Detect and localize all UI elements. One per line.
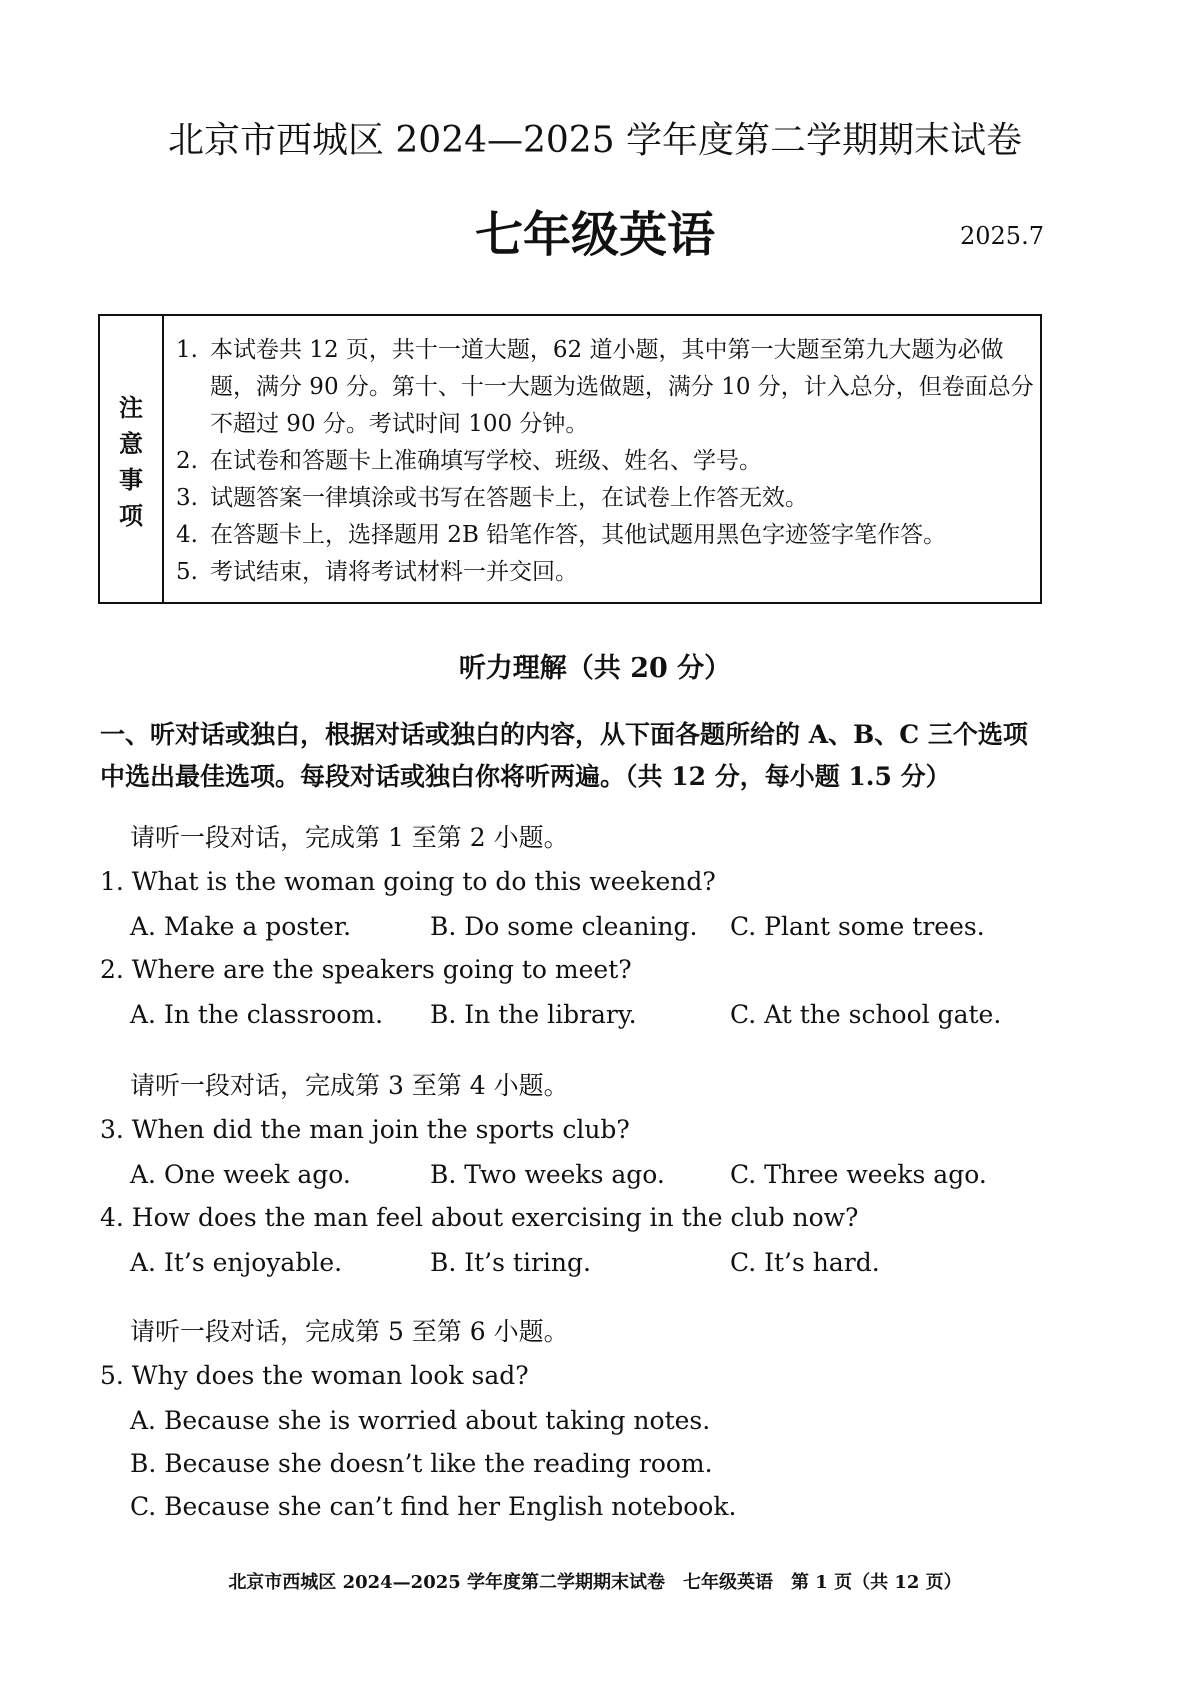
exam-title: 北京市西城区 2024—2025 学年度第二学期期末试卷 — [167, 120, 1023, 161]
notice-item-number: 3. — [176, 485, 198, 511]
notice-list — [176, 332, 1036, 591]
subject-title: 七年级英语 — [474, 207, 715, 263]
notice-item — [176, 517, 1036, 554]
exam-date: 2025.7 — [960, 222, 1044, 250]
question-2: 2. Where are the speakers going to meet? — [100, 955, 632, 984]
dialog-intro: 请听一段对话，完成第 5 至第 6 小题。 — [130, 1317, 569, 1346]
option-b: B. Because she doesn’t like the reading room. — [130, 1449, 713, 1478]
notice-item — [176, 332, 1036, 443]
notice-item-text: 在答题卡上，选择题用 2B 铅笔作答，其他试题用黑色字迹签字笔作答。 — [210, 522, 947, 548]
option-a: A. One week ago. — [130, 1160, 351, 1189]
notice-label-column — [100, 316, 164, 602]
option-c: C. At the school gate. — [730, 1000, 1002, 1029]
notice-item-text: 试题答案一律填涂或书写在答题卡上，在试卷上作答无效。 — [210, 485, 808, 511]
question-1: 1. What is the woman going to do this weekend? — [100, 867, 716, 896]
notice-item — [176, 554, 1036, 591]
options-row — [100, 912, 1090, 941]
notice-label: 注 意 事 项 — [119, 393, 143, 530]
notice-item-number: 1. — [176, 337, 198, 363]
options-row — [100, 1160, 1090, 1189]
option-c: C. Because she can’t find her English notebook. — [130, 1492, 737, 1521]
options-row — [100, 1248, 1090, 1277]
option-b: B. Two weeks ago. — [430, 1160, 665, 1189]
option-b: B. Do some cleaning. — [430, 912, 698, 941]
notice-item-text: 考试结束，请将考试材料一并交回。 — [210, 559, 578, 585]
option-c: C. Plant some trees. — [730, 912, 985, 941]
notice-box — [98, 314, 1042, 604]
question-5: 5. Why does the woman look sad? — [100, 1361, 529, 1390]
option-c: C. It’s hard. — [730, 1248, 880, 1277]
option-a: A. In the classroom. — [130, 1000, 384, 1029]
option-a: A. Because she is worried about taking notes. — [130, 1406, 711, 1435]
dialog-intro: 请听一段对话，完成第 3 至第 4 小题。 — [130, 1071, 569, 1100]
notice-item-text: 在试卷和答题卡上准确填写学校、班级、姓名、学号。 — [210, 448, 762, 474]
page-footer: 北京市西城区 2024—2025 学年度第二学期期末试卷 七年级英语 第 1 页（共 12 页） — [228, 1572, 962, 1593]
notice-item-number: 4. — [176, 522, 198, 548]
option-c: C. Three weeks ago. — [730, 1160, 987, 1189]
question-3: 3. When did the man join the sports club? — [100, 1115, 630, 1144]
options-row — [100, 1000, 1090, 1029]
section-title: 听力理解（共 20 分） — [458, 653, 732, 684]
option-a: A. Make a poster. — [130, 912, 352, 941]
part-instruction: 一、听对话或独白，根据对话或独白的内容，从下面各题所给的 A、B、C 三个选项中选出最佳选项。每段对话或独白你将听两遍。（共 12 分，每小题 1.5 分） — [100, 720, 1028, 791]
notice-item — [176, 443, 1036, 480]
notice-item — [176, 480, 1036, 517]
option-b: B. It’s tiring. — [430, 1248, 591, 1277]
option-b: B. In the library. — [430, 1000, 637, 1029]
dialog-intro: 请听一段对话，完成第 1 至第 2 小题。 — [130, 823, 569, 852]
notice-item-text: 本试卷共 12 页，共十一道大题，62 道小题，其中第一大题至第九大题为必做题，满分 90 分。第十、十一大题为选做题，满分 10 分，计入总分，但卷面总分不超过 90 分。考试时间 100 分钟。 — [210, 337, 1034, 437]
question-4: 4. How does the man feel about exercising in the club now? — [100, 1203, 859, 1232]
notice-item-number: 2. — [176, 448, 198, 474]
notice-item-number: 5. — [176, 559, 198, 585]
option-a: A. It’s enjoyable. — [130, 1248, 343, 1277]
